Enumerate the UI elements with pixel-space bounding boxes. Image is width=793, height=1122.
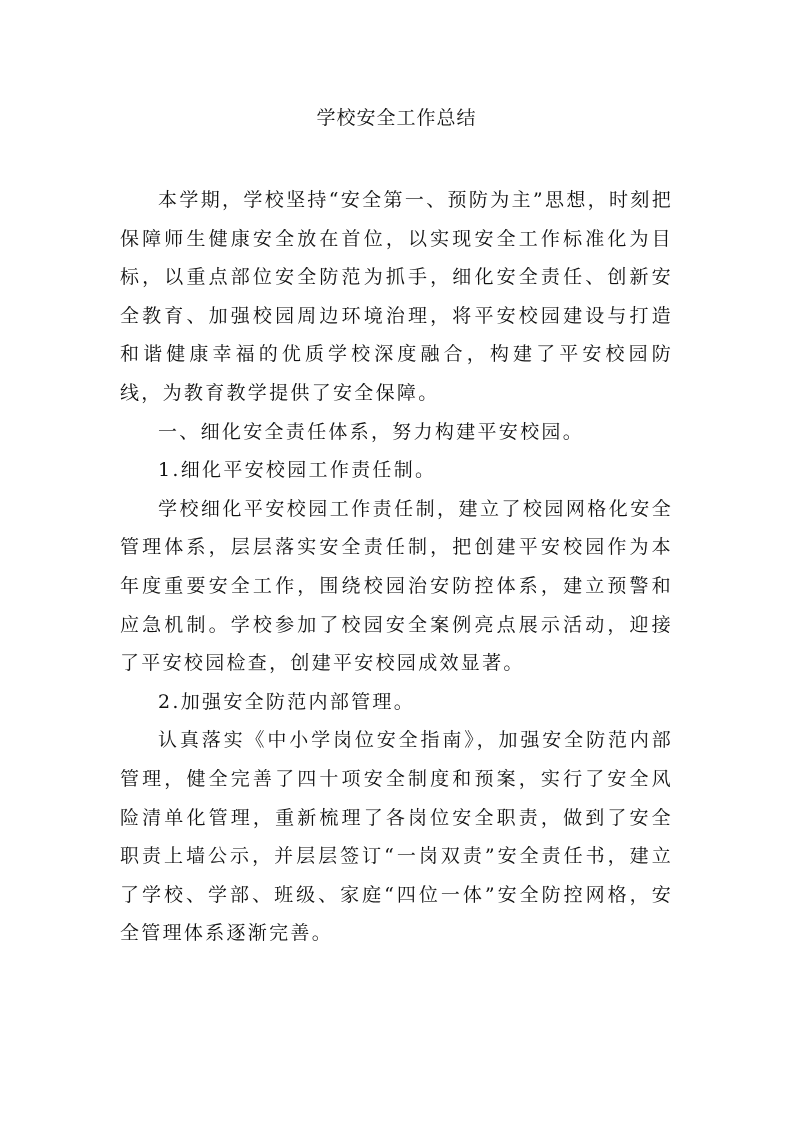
document-title: 学校安全工作总结 (316, 107, 477, 129)
document-body (120, 181, 673, 953)
subsection-heading: 2.加强安全防范内部管理。 (158, 690, 416, 713)
subsection-heading: 1.细化平安校园工作责任制。 (158, 459, 437, 482)
section-heading: 一、细化安全责任体系，努力构建平安校园。 (158, 420, 585, 443)
body-paragraph: 认真落实《中小学岗位安全指南》，加强安全防范内部管理，健全完善了四十项安全制度和预案，实行了安全风险清单化管理，重新梳理了各岗位安全职责，做到了安全职责上墙公示，并层层签订“一岗双责”安全责任书，建立了学校、学部、班级、家庭“四位一体”安全防控网格，安全管理体系逐渐完善。 (120, 729, 673, 945)
body-paragraph: 学校细化平安校园工作责任制，建立了校园网格化安全管理体系，层层落实安全责任制，把创建平安校园作为本年度重要安全工作，围绕校园治安防控体系，建立预警和应急机制。学校参加了校园安全案例亮点展示活动，迎接了平安校园检查，创建平安校园成效显著。 (120, 497, 673, 675)
intro-paragraph: 本学期，学校坚持“安全第一、预防为主”思想，时刻把保障师生健康安全放在首位，以实现安全工作标准化为目标，以重点部位安全防范为抓手，细化安全责任、创新安全教育、加强校园周边环境治理，将平安校园建设与打造和谐健康幸福的优质学校深度融合，构建了平安校园防线，为教育教学提供了安全保障。 (120, 189, 673, 404)
